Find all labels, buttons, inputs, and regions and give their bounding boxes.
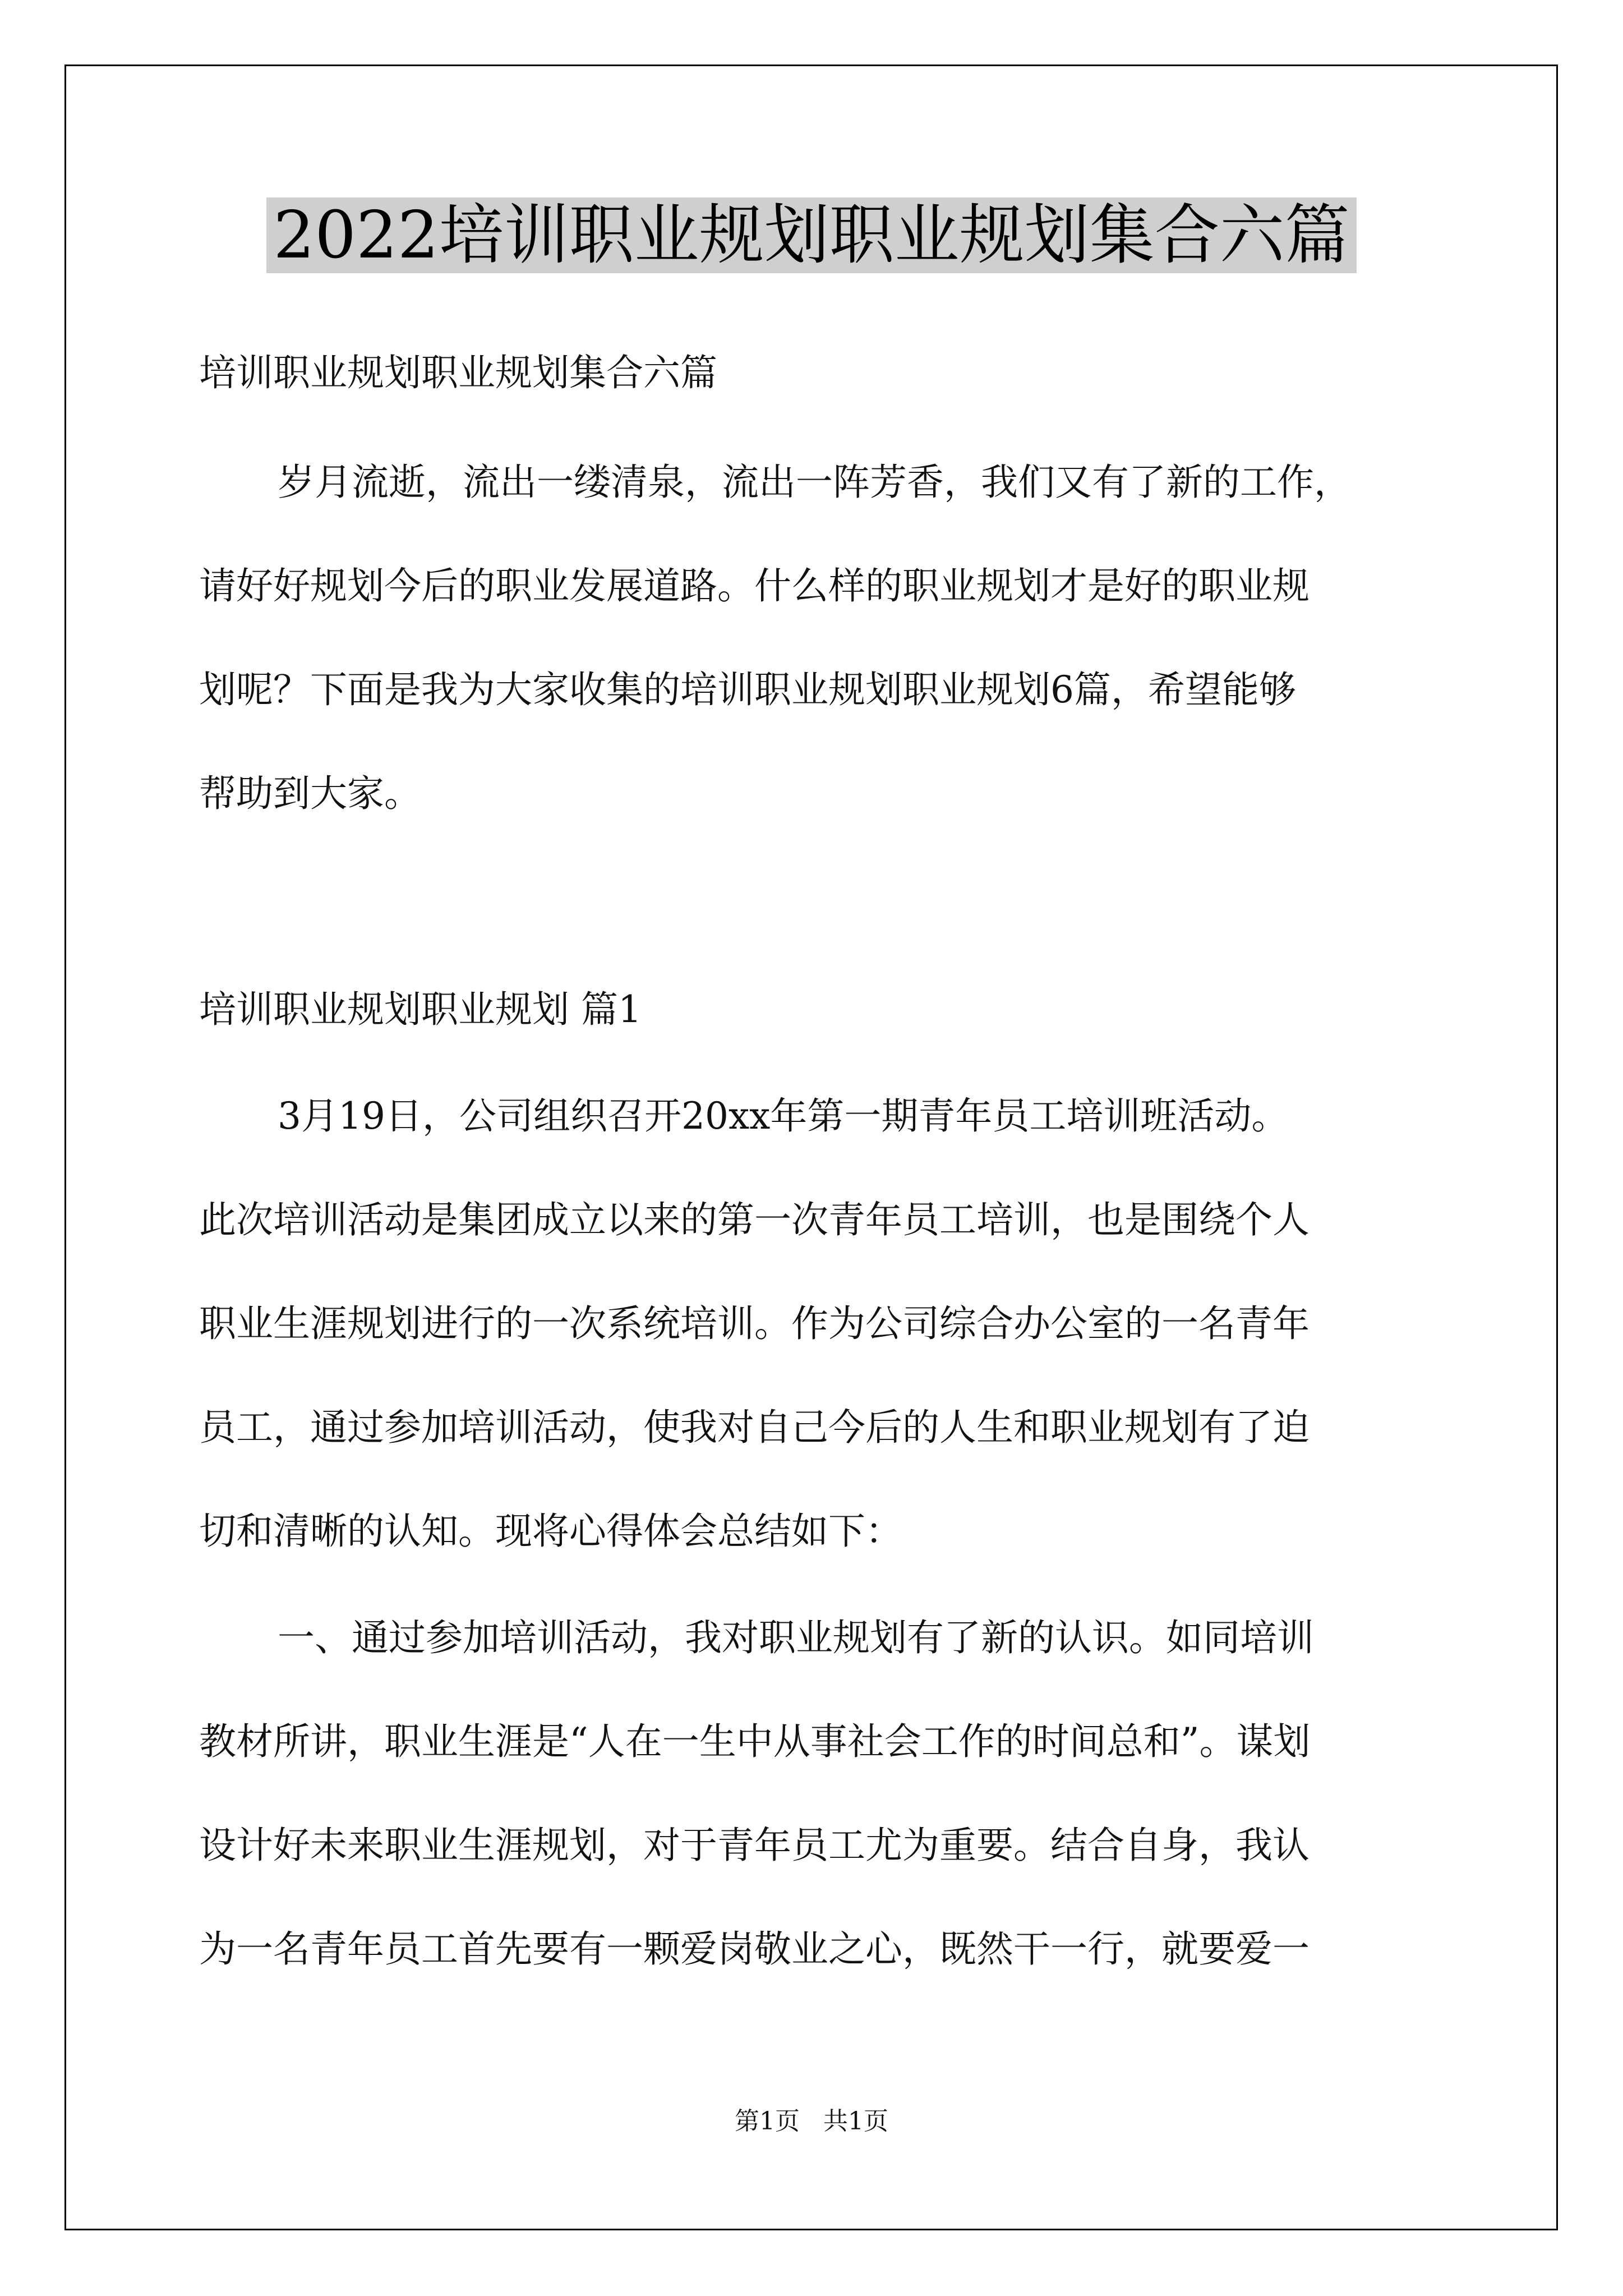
document-subtitle: 培训职业规划职业规划集合六篇 — [199, 351, 717, 394]
paragraph-line: 为一名青年员工首先要有一颗爱岗敬业之心，既然干一行，就要爱一 — [199, 1927, 1310, 1971]
intro-line: 岁月流逝，流出一缕清泉，流出一阵芳香，我们又有了新的工作， — [278, 461, 1351, 504]
page-total: 共1页 — [823, 2107, 888, 2136]
intro-line: 帮助到大家。 — [199, 772, 421, 815]
paragraph-line: 此次培训活动是集团成立以来的第一次青年员工培训，也是围绕个人 — [199, 1198, 1310, 1241]
paragraph-line: 设计好未来职业生涯规划，对于青年员工尤为重要。结合自身，我认 — [199, 1824, 1310, 1867]
page-footer — [0, 2105, 1623, 2138]
paragraph-line: 员工，通过参加培训活动，使我对自己今后的人生和职业规划有了迫 — [199, 1406, 1310, 1449]
section-heading: 培训职业规划职业规划 篇1 — [199, 988, 642, 1031]
document-title-text: 2022培训职业规划职业规划集合六篇 — [266, 197, 1356, 273]
intro-line: 请好好规划今后的职业发展道路。什么样的职业规划才是好的职业规 — [199, 564, 1310, 608]
paragraph-line: 职业生涯规划进行的一次系统培训。作为公司综合办公室的一名青年 — [199, 1302, 1310, 1345]
document-title — [0, 191, 1623, 280]
page-number: 第1页 — [735, 2107, 800, 2136]
paragraph-line: 3月19日，公司组织召开20xx年第一期青年员工培训班活动。 — [278, 1094, 1289, 1138]
intro-line: 划呢？下面是我为大家收集的培训职业规划职业规划6篇，希望能够 — [199, 668, 1296, 711]
paragraph-line: 一、通过参加培训活动，我对职业规划有了新的认识。如同培训 — [278, 1616, 1314, 1659]
paragraph-line: 切和清晰的认知。现将心得体会总结如下： — [199, 1510, 902, 1553]
paragraph-line: 教材所讲，职业生涯是“人在一生中从事社会工作的时间总和”。谋划 — [199, 1720, 1311, 1763]
